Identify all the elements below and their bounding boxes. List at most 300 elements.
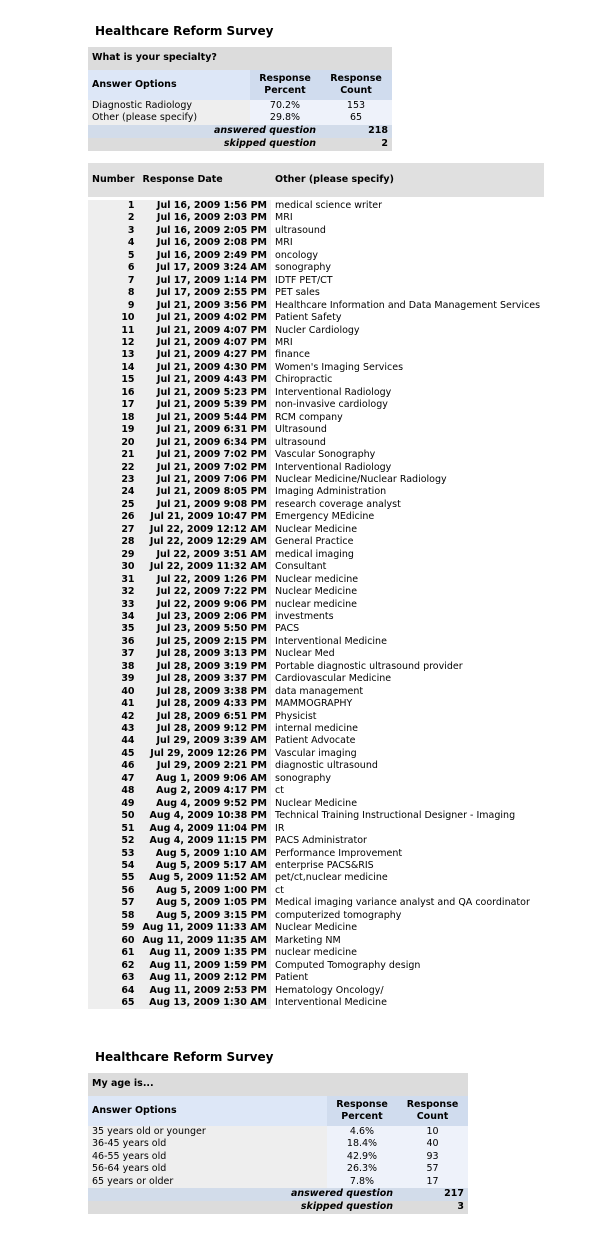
response-date: Aug 11, 2009 1:35 PM <box>139 947 271 959</box>
response-other: Medical imaging variance analyst and QA coordinator <box>271 897 544 909</box>
response-row <box>88 399 544 411</box>
response-percent: 42.9% <box>327 1151 397 1163</box>
other-responses-table <box>88 163 544 1009</box>
response-date: Jul 22, 2009 9:06 PM <box>139 599 271 611</box>
response-number: 36 <box>88 636 139 648</box>
response-date: Jul 23, 2009 2:06 PM <box>139 611 271 623</box>
response-row <box>88 225 544 237</box>
response-other: Nuclear Medicine/Nuclear Radiology <box>271 474 544 486</box>
response-row <box>88 711 544 723</box>
response-other: Vascular Sonography <box>271 449 544 461</box>
response-other: Marketing NM <box>271 935 544 947</box>
response-row <box>88 611 544 623</box>
response-number: 42 <box>88 711 139 723</box>
response-other: medical imaging <box>271 549 544 561</box>
response-row <box>88 449 544 461</box>
answer-row <box>88 1176 468 1188</box>
response-row <box>88 947 544 959</box>
response-number: 61 <box>88 947 139 959</box>
answer-row <box>88 112 392 124</box>
response-number: 32 <box>88 586 139 598</box>
response-other: Interventional Medicine <box>271 997 544 1009</box>
response-other: ct <box>271 785 544 797</box>
response-other: Portable diagnostic ultrasound provider <box>271 661 544 673</box>
response-number: 63 <box>88 972 139 984</box>
response-row <box>88 985 544 997</box>
response-row <box>88 835 544 847</box>
response-number: 24 <box>88 486 139 498</box>
response-date: Aug 11, 2009 2:53 PM <box>139 985 271 997</box>
response-date: Jul 21, 2009 5:44 PM <box>139 412 271 424</box>
response-row <box>88 972 544 984</box>
response-date: Jul 21, 2009 7:02 PM <box>139 449 271 461</box>
response-date: Aug 2, 2009 4:17 PM <box>139 785 271 797</box>
response-date: Aug 5, 2009 5:17 AM <box>139 860 271 872</box>
response-other: pet/ct,nuclear medicine <box>271 872 544 884</box>
response-number: 23 <box>88 474 139 486</box>
response-number: 64 <box>88 985 139 997</box>
response-row <box>88 412 544 424</box>
skipped-count: 3 <box>397 1201 468 1214</box>
response-row <box>88 798 544 810</box>
response-date: Aug 5, 2009 3:15 PM <box>139 910 271 922</box>
response-row <box>88 636 544 648</box>
response-number: 48 <box>88 785 139 797</box>
response-count: 10 <box>397 1126 468 1138</box>
response-row <box>88 748 544 760</box>
response-row <box>88 848 544 860</box>
response-count: 153 <box>320 100 392 112</box>
response-row <box>88 237 544 249</box>
response-date: Jul 21, 2009 10:47 PM <box>139 511 271 523</box>
response-date: Aug 5, 2009 1:00 PM <box>139 885 271 897</box>
response-number: 17 <box>88 399 139 411</box>
question-text: My age is... <box>88 1073 468 1096</box>
response-date: Aug 4, 2009 10:38 PM <box>139 810 271 822</box>
response-row <box>88 810 544 822</box>
response-other: Patient Safety <box>271 312 544 324</box>
response-other: PACS Administrator <box>271 835 544 847</box>
answer-row <box>88 1138 468 1150</box>
response-number: 59 <box>88 922 139 934</box>
answer-row <box>88 1126 468 1138</box>
response-date: Jul 21, 2009 8:05 PM <box>139 486 271 498</box>
response-row <box>88 200 544 212</box>
response-count: 57 <box>397 1163 468 1175</box>
response-date: Jul 21, 2009 4:30 PM <box>139 362 271 374</box>
skipped-label: skipped question <box>88 1201 397 1214</box>
response-other: data management <box>271 686 544 698</box>
response-date: Jul 22, 2009 7:22 PM <box>139 586 271 598</box>
response-number: 49 <box>88 798 139 810</box>
response-row <box>88 760 544 772</box>
response-date: Jul 21, 2009 4:27 PM <box>139 349 271 361</box>
response-number: 44 <box>88 735 139 747</box>
response-other: Nuclear Medicine <box>271 922 544 934</box>
header-response-percent: Response Percent <box>327 1096 397 1126</box>
response-number: 40 <box>88 686 139 698</box>
response-other: Ultrasound <box>271 424 544 436</box>
answer-row <box>88 1151 468 1163</box>
response-row <box>88 486 544 498</box>
age-summary-table <box>88 1073 468 1214</box>
response-number: 10 <box>88 312 139 324</box>
response-count: 65 <box>320 112 392 124</box>
response-row <box>88 474 544 486</box>
response-row <box>88 698 544 710</box>
response-date: Jul 16, 2009 2:49 PM <box>139 250 271 262</box>
response-row <box>88 462 544 474</box>
response-number: 30 <box>88 561 139 573</box>
response-number: 7 <box>88 275 139 287</box>
response-row <box>88 648 544 660</box>
response-other: Women's Imaging Services <box>271 362 544 374</box>
response-number: 6 <box>88 262 139 274</box>
response-other: ultrasound <box>271 437 544 449</box>
answer-option: Diagnostic Radiology <box>88 100 250 112</box>
response-other: diagnostic ultrasound <box>271 760 544 772</box>
header-number: Number <box>88 163 139 197</box>
response-percent: 18.4% <box>327 1138 397 1150</box>
response-date: Jul 21, 2009 7:02 PM <box>139 462 271 474</box>
response-date: Jul 28, 2009 3:38 PM <box>139 686 271 698</box>
response-other: Chiropractic <box>271 374 544 386</box>
skipped-label: skipped question <box>88 138 320 151</box>
response-row <box>88 586 544 598</box>
response-number: 27 <box>88 524 139 536</box>
response-other: Interventional Medicine <box>271 636 544 648</box>
response-number: 46 <box>88 760 139 772</box>
response-other: IR <box>271 823 544 835</box>
response-number: 9 <box>88 300 139 312</box>
response-number: 62 <box>88 960 139 972</box>
response-row <box>88 922 544 934</box>
response-row <box>88 549 544 561</box>
response-date: Jul 21, 2009 6:31 PM <box>139 424 271 436</box>
header-answer-options: Answer Options <box>88 1096 327 1126</box>
response-other: Nuclear medicine <box>271 574 544 586</box>
answer-option: 56-64 years old <box>88 1163 327 1175</box>
response-number: 18 <box>88 412 139 424</box>
response-number: 1 <box>88 200 139 212</box>
response-row <box>88 623 544 635</box>
response-other: PACS <box>271 623 544 635</box>
response-count: 40 <box>397 1138 468 1150</box>
response-row <box>88 872 544 884</box>
answer-option: 36-45 years old <box>88 1138 327 1150</box>
response-number: 4 <box>88 237 139 249</box>
response-row <box>88 212 544 224</box>
response-number: 53 <box>88 848 139 860</box>
response-number: 8 <box>88 287 139 299</box>
response-other: General Practice <box>271 536 544 548</box>
response-date: Jul 21, 2009 4:07 PM <box>139 337 271 349</box>
response-row <box>88 424 544 436</box>
response-other: Nuclear Medicine <box>271 524 544 536</box>
response-date: Jul 28, 2009 9:12 PM <box>139 723 271 735</box>
response-date: Jul 21, 2009 6:34 PM <box>139 437 271 449</box>
response-number: 15 <box>88 374 139 386</box>
response-other: Emergency MEdicine <box>271 511 544 523</box>
header-response-date: Response Date <box>139 163 271 197</box>
response-number: 25 <box>88 499 139 511</box>
response-date: Jul 17, 2009 1:14 PM <box>139 275 271 287</box>
response-row <box>88 910 544 922</box>
response-number: 28 <box>88 536 139 548</box>
response-row <box>88 300 544 312</box>
response-number: 20 <box>88 437 139 449</box>
response-other: Imaging Administration <box>271 486 544 498</box>
answer-row <box>88 100 392 112</box>
response-row <box>88 262 544 274</box>
response-date: Jul 21, 2009 5:23 PM <box>139 387 271 399</box>
response-date: Jul 21, 2009 4:07 PM <box>139 325 271 337</box>
response-number: 19 <box>88 424 139 436</box>
response-date: Jul 17, 2009 3:24 AM <box>139 262 271 274</box>
response-date: Jul 16, 2009 2:05 PM <box>139 225 271 237</box>
answered-label: answered question <box>88 125 320 138</box>
response-other: MRI <box>271 237 544 249</box>
response-number: 16 <box>88 387 139 399</box>
response-date: Jul 28, 2009 3:13 PM <box>139 648 271 660</box>
response-date: Aug 11, 2009 11:35 AM <box>139 935 271 947</box>
response-date: Jul 16, 2009 2:08 PM <box>139 237 271 249</box>
answered-count: 217 <box>397 1188 468 1201</box>
response-count: 17 <box>397 1176 468 1188</box>
response-number: 65 <box>88 997 139 1009</box>
response-date: Aug 1, 2009 9:06 AM <box>139 773 271 785</box>
response-other: MRI <box>271 212 544 224</box>
response-number: 21 <box>88 449 139 461</box>
response-other: Nuclear Med <box>271 648 544 660</box>
response-number: 51 <box>88 823 139 835</box>
response-row <box>88 437 544 449</box>
response-other: non-invasive cardiology <box>271 399 544 411</box>
response-row <box>88 250 544 262</box>
response-number: 55 <box>88 872 139 884</box>
response-number: 35 <box>88 623 139 635</box>
response-row <box>88 337 544 349</box>
response-row <box>88 387 544 399</box>
response-percent: 70.2% <box>250 100 320 112</box>
response-date: Jul 29, 2009 2:21 PM <box>139 760 271 772</box>
response-row <box>88 561 544 573</box>
response-row <box>88 860 544 872</box>
response-row <box>88 362 544 374</box>
response-count: 93 <box>397 1151 468 1163</box>
header-other: Other (please specify) <box>271 163 544 197</box>
response-date: Aug 11, 2009 1:59 PM <box>139 960 271 972</box>
response-other: Nuclear Medicine <box>271 798 544 810</box>
response-date: Jul 21, 2009 3:56 PM <box>139 300 271 312</box>
response-row <box>88 312 544 324</box>
response-row <box>88 349 544 361</box>
response-other: internal medicine <box>271 723 544 735</box>
answered-label: answered question <box>88 1188 397 1201</box>
response-date: Jul 22, 2009 12:12 AM <box>139 524 271 536</box>
response-number: 14 <box>88 362 139 374</box>
response-row <box>88 673 544 685</box>
response-row <box>88 524 544 536</box>
response-date: Jul 21, 2009 4:43 PM <box>139 374 271 386</box>
response-date: Jul 28, 2009 4:33 PM <box>139 698 271 710</box>
response-other: Consultant <box>271 561 544 573</box>
header-response-percent: Response Percent <box>250 70 320 100</box>
response-other: computerized tomography <box>271 910 544 922</box>
response-row <box>88 511 544 523</box>
response-row <box>88 897 544 909</box>
response-number: 12 <box>88 337 139 349</box>
answer-option: 46-55 years old <box>88 1151 327 1163</box>
response-percent: 26.3% <box>327 1163 397 1175</box>
response-number: 13 <box>88 349 139 361</box>
survey-title: Healthcare Reform Survey <box>95 1050 274 1064</box>
response-row <box>88 885 544 897</box>
response-date: Jul 28, 2009 3:19 PM <box>139 661 271 673</box>
response-number: 54 <box>88 860 139 872</box>
response-number: 22 <box>88 462 139 474</box>
answer-row <box>88 1163 468 1175</box>
response-row <box>88 773 544 785</box>
response-other: Vascular imaging <box>271 748 544 760</box>
response-other: sonography <box>271 773 544 785</box>
response-number: 52 <box>88 835 139 847</box>
response-other: Healthcare Information and Data Management Services <box>271 300 544 312</box>
response-number: 57 <box>88 897 139 909</box>
response-date: Aug 13, 2009 1:30 AM <box>139 997 271 1009</box>
response-row <box>88 785 544 797</box>
response-row <box>88 574 544 586</box>
response-row <box>88 325 544 337</box>
response-date: Jul 23, 2009 5:50 PM <box>139 623 271 635</box>
response-date: Aug 5, 2009 1:10 AM <box>139 848 271 860</box>
survey-title: Healthcare Reform Survey <box>95 24 274 38</box>
response-row <box>88 723 544 735</box>
response-row <box>88 997 544 1009</box>
header-response-count: Response Count <box>397 1096 468 1126</box>
response-number: 3 <box>88 225 139 237</box>
response-number: 37 <box>88 648 139 660</box>
response-number: 33 <box>88 599 139 611</box>
response-date: Jul 21, 2009 4:02 PM <box>139 312 271 324</box>
response-date: Jul 22, 2009 12:29 AM <box>139 536 271 548</box>
response-other: Patient Advocate <box>271 735 544 747</box>
response-date: Jul 21, 2009 9:08 PM <box>139 499 271 511</box>
response-percent: 7.8% <box>327 1176 397 1188</box>
response-number: 39 <box>88 673 139 685</box>
response-other: RCM company <box>271 412 544 424</box>
response-other: IDTF PET/CT <box>271 275 544 287</box>
response-other: sonography <box>271 262 544 274</box>
response-date: Jul 28, 2009 3:37 PM <box>139 673 271 685</box>
response-row <box>88 287 544 299</box>
response-row <box>88 599 544 611</box>
response-number: 2 <box>88 212 139 224</box>
response-other: medical science writer <box>271 200 544 212</box>
header-response-count: Response Count <box>320 70 392 100</box>
response-other: enterprise PACS&RIS <box>271 860 544 872</box>
response-number: 50 <box>88 810 139 822</box>
answered-count: 218 <box>320 125 392 138</box>
response-other: nuclear medicine <box>271 947 544 959</box>
response-percent: 4.6% <box>327 1126 397 1138</box>
response-other: Nucler Cardiology <box>271 325 544 337</box>
response-number: 43 <box>88 723 139 735</box>
response-number: 34 <box>88 611 139 623</box>
response-number: 45 <box>88 748 139 760</box>
response-date: Jul 16, 2009 1:56 PM <box>139 200 271 212</box>
response-date: Aug 5, 2009 11:52 AM <box>139 872 271 884</box>
response-date: Aug 4, 2009 11:04 PM <box>139 823 271 835</box>
response-number: 38 <box>88 661 139 673</box>
specialty-summary-table <box>88 47 392 151</box>
response-row <box>88 374 544 386</box>
response-row <box>88 275 544 287</box>
answer-option: 35 years old or younger <box>88 1126 327 1138</box>
response-date: Aug 5, 2009 1:05 PM <box>139 897 271 909</box>
response-number: 58 <box>88 910 139 922</box>
response-other: research coverage analyst <box>271 499 544 511</box>
response-other: Interventional Radiology <box>271 387 544 399</box>
response-row <box>88 536 544 548</box>
response-date: Jul 22, 2009 1:26 PM <box>139 574 271 586</box>
response-other: PET sales <box>271 287 544 299</box>
response-date: Jul 22, 2009 3:51 AM <box>139 549 271 561</box>
response-number: 47 <box>88 773 139 785</box>
response-other: ultrasound <box>271 225 544 237</box>
response-date: Jul 22, 2009 11:32 AM <box>139 561 271 573</box>
response-date: Jul 21, 2009 7:06 PM <box>139 474 271 486</box>
response-row <box>88 661 544 673</box>
response-number: 29 <box>88 549 139 561</box>
response-row <box>88 686 544 698</box>
response-percent: 29.8% <box>250 112 320 124</box>
response-other: Nuclear Medicine <box>271 586 544 598</box>
response-other: Hematology Oncology/ <box>271 985 544 997</box>
response-other: nuclear medicine <box>271 599 544 611</box>
response-other: MAMMOGRAPHY <box>271 698 544 710</box>
response-number: 31 <box>88 574 139 586</box>
response-other: oncology <box>271 250 544 262</box>
response-other: ct <box>271 885 544 897</box>
header-answer-options: Answer Options <box>88 70 250 100</box>
response-other: Performance Improvement <box>271 848 544 860</box>
response-row <box>88 735 544 747</box>
answer-option: 65 years or older <box>88 1176 327 1188</box>
response-other: Interventional Radiology <box>271 462 544 474</box>
response-date: Jul 25, 2009 2:15 PM <box>139 636 271 648</box>
response-other: Physicist <box>271 711 544 723</box>
response-number: 56 <box>88 885 139 897</box>
response-other: MRI <box>271 337 544 349</box>
response-other: Technical Training Instructional Designer - Imaging <box>271 810 544 822</box>
response-date: Jul 21, 2009 5:39 PM <box>139 399 271 411</box>
response-date: Jul 29, 2009 12:26 PM <box>139 748 271 760</box>
response-row <box>88 960 544 972</box>
response-row <box>88 823 544 835</box>
response-other: Cardiovascular Medicine <box>271 673 544 685</box>
response-row <box>88 935 544 947</box>
response-other: investments <box>271 611 544 623</box>
response-other: Patient <box>271 972 544 984</box>
response-number: 26 <box>88 511 139 523</box>
response-date: Aug 11, 2009 11:33 AM <box>139 922 271 934</box>
response-date: Jul 29, 2009 3:39 AM <box>139 735 271 747</box>
response-date: Jul 16, 2009 2:03 PM <box>139 212 271 224</box>
response-date: Aug 11, 2009 2:12 PM <box>139 972 271 984</box>
response-date: Aug 4, 2009 11:15 PM <box>139 835 271 847</box>
response-number: 41 <box>88 698 139 710</box>
